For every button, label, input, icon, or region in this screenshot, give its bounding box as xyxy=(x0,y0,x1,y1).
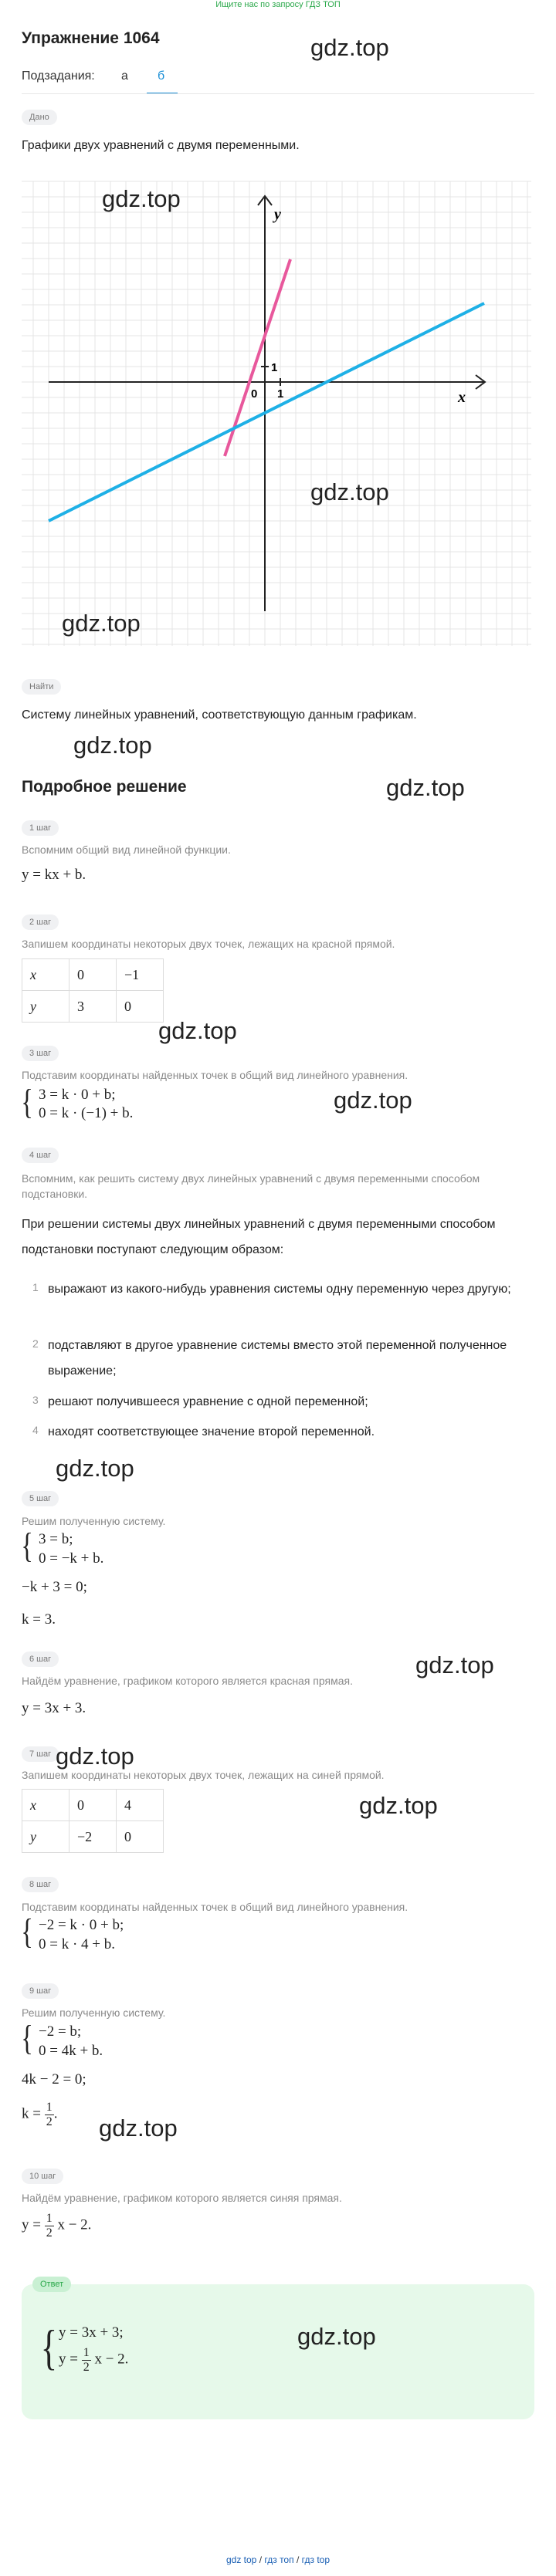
table-cell: 3 xyxy=(70,991,117,1023)
fraction-numerator: 1 xyxy=(46,2212,53,2225)
watermark: gdz.top xyxy=(102,185,181,212)
footer-links xyxy=(0,2554,556,2565)
watermark: gdz.top xyxy=(56,1455,134,1482)
answer-equation: y = 3x + 3; xyxy=(59,2324,124,2341)
grid xyxy=(22,181,531,646)
answer-equation xyxy=(59,2346,128,2374)
step-badge: 9 шаг xyxy=(22,1983,59,1999)
fraction xyxy=(82,2346,91,2374)
table-cell: y xyxy=(22,1821,70,1853)
table-row xyxy=(22,1821,164,1853)
points-table-red xyxy=(22,958,164,1023)
step-note: Запишем координаты некоторых двух точек, лежащих на красной прямой. xyxy=(22,938,395,950)
subtask-tab-b[interactable]: б xyxy=(158,69,165,83)
list-item: подставляют в другое уравнение системы вместо этой переменной полученное выражение; xyxy=(48,1339,507,1378)
step-note: Вспомним, как решить систему двух линейных уравнений с двумя переменными способом подстановки. xyxy=(22,1172,480,1200)
watermark: gdz.top xyxy=(99,2115,178,2142)
fraction-denominator: 2 xyxy=(46,2115,53,2128)
equation: 4k − 2 = 0; xyxy=(22,2071,86,2088)
footer-separator: / xyxy=(259,2554,263,2565)
table-cell: x xyxy=(22,1790,70,1821)
table-cell: −1 xyxy=(117,959,164,991)
table-row xyxy=(22,959,164,991)
step-note: Подставим координаты найденных точек в общий вид линейного уравнения. xyxy=(22,1069,409,1081)
list-number: 4 xyxy=(32,1424,39,1436)
list-item: выражают из какого-нибудь уравнения системы одну переменную через другую; xyxy=(48,1283,511,1296)
equation-part: k = xyxy=(22,2105,41,2122)
step-badge: 3 шаг xyxy=(22,1046,59,1061)
fraction-numerator: 1 xyxy=(46,2101,53,2114)
top-banner[interactable]: Ищите нас по запросу ГДЗ ТОП xyxy=(215,0,341,9)
given-text: Графики двух уравнений с двумя переменными. xyxy=(22,139,300,152)
system-brace: { xyxy=(21,1912,33,1951)
table-cell: x xyxy=(22,959,70,991)
find-text: Систему линейных уравнений, соответствующую данным графикам. xyxy=(22,708,417,722)
table-cell: 4 xyxy=(117,1790,164,1821)
watermark: gdz.top xyxy=(334,1087,412,1114)
step-note: Решим полученную систему. xyxy=(22,2006,166,2019)
watermark: gdz.top xyxy=(310,34,389,61)
system-brace: { xyxy=(21,2018,33,2057)
table-cell: 0 xyxy=(117,991,164,1023)
equation: 0 = 4k + b. xyxy=(39,2043,103,2059)
step-note: Подставим координаты найденных точек в общий вид линейного уравнения. xyxy=(22,1901,409,1913)
fraction xyxy=(45,2212,54,2240)
step-note: Запишем координаты некоторых двух точек, лежащих на синей прямой. xyxy=(22,1769,385,1781)
graph-figure xyxy=(22,179,531,650)
system-brace: { xyxy=(21,1526,33,1565)
watermark: gdz.top xyxy=(73,732,152,759)
step-note: Найдём уравнение, графиком которого является синяя прямая. xyxy=(22,2192,342,2204)
divider xyxy=(22,93,534,94)
equation: 0 = k · (−1) + b. xyxy=(39,1105,134,1121)
equation: −2 = b; xyxy=(39,2023,82,2040)
given-badge: Дано xyxy=(22,110,57,125)
list-number: 2 xyxy=(32,1337,39,1350)
footer-separator: / xyxy=(296,2554,300,2565)
y-tick-label: 1 xyxy=(271,361,278,374)
table-cell: −2 xyxy=(70,1821,117,1853)
subtask-tab-a[interactable]: а xyxy=(121,69,128,83)
fraction xyxy=(45,2101,54,2128)
formula: y = 3x + 3. xyxy=(22,1700,86,1716)
equation: 0 = −k + b. xyxy=(39,1550,104,1567)
step-note: Решим полученную систему. xyxy=(22,1515,166,1527)
fraction-denominator: 2 xyxy=(46,2226,53,2240)
fraction-denominator: 2 xyxy=(83,2360,90,2374)
y-axis-label: y xyxy=(274,206,281,223)
step-badge: 1 шаг xyxy=(22,820,59,836)
equation-part: y = xyxy=(22,2216,41,2233)
step-note: Найдём уравнение, графиком которого является красная прямая. xyxy=(22,1675,353,1687)
x-axis-label: x xyxy=(458,389,466,406)
equation: −k + 3 = 0; xyxy=(22,1579,87,1595)
step-badge: 4 шаг xyxy=(22,1148,59,1163)
list-item: находят соответствующее значение второй переменной. xyxy=(48,1425,375,1438)
equation: 3 = k · 0 + b; xyxy=(39,1087,116,1103)
table-cell: y xyxy=(22,991,70,1023)
step-badge: 5 шаг xyxy=(22,1491,59,1506)
page-title: Упражнение 1064 xyxy=(22,29,160,47)
equation-part: y = xyxy=(59,2351,78,2368)
footer-link[interactable]: гдз топ xyxy=(264,2554,294,2565)
graph-svg xyxy=(22,179,531,650)
footer-link[interactable]: гдз top xyxy=(301,2554,330,2565)
answer-badge: Ответ xyxy=(32,2277,71,2292)
equation: 0 = k · 4 + b. xyxy=(39,1936,116,1952)
watermark: gdz.top xyxy=(62,610,141,637)
solution-heading: Подробное решение xyxy=(22,778,187,796)
equation-part: . xyxy=(53,2105,58,2122)
step-note: Вспомним общий вид линейной функции. xyxy=(22,843,231,856)
watermark: gdz.top xyxy=(310,478,389,505)
equation xyxy=(22,2101,57,2128)
subtasks-label: Подзадания: xyxy=(22,69,95,83)
step-badge: 2 шаг xyxy=(22,914,59,930)
table-cell: 0 xyxy=(70,1790,117,1821)
equation-part: x − 2. xyxy=(94,2351,129,2368)
equation: 3 = b; xyxy=(39,1531,73,1547)
step-badge: 7 шаг xyxy=(22,1746,59,1762)
table-row xyxy=(22,1790,164,1821)
watermark: gdz.top xyxy=(386,774,465,801)
step-badge: 10 шаг xyxy=(22,2169,63,2184)
formula: y = kx + b. xyxy=(22,867,86,883)
fraction-numerator: 1 xyxy=(83,2346,90,2359)
table-cell: 0 xyxy=(117,1821,164,1853)
step-badge: 8 шаг xyxy=(22,1877,59,1892)
equation-part: x − 2. xyxy=(57,2216,92,2233)
list-number: 1 xyxy=(32,1281,39,1293)
formula xyxy=(22,2212,91,2240)
watermark: gdz.top xyxy=(158,1017,237,1044)
watermark: gdz.top xyxy=(359,1792,438,1819)
equation: k = 3. xyxy=(22,1611,56,1628)
watermark: gdz.top xyxy=(297,2323,376,2350)
system-brace: { xyxy=(40,2320,58,2375)
watermark: gdz.top xyxy=(56,1743,134,1770)
list-item: решают получившееся уравнение с одной переменной; xyxy=(48,1395,368,1408)
points-table-blue xyxy=(22,1789,164,1853)
origin-label: 0 xyxy=(251,387,258,401)
table-row xyxy=(22,991,164,1023)
footer-link[interactable]: gdz top xyxy=(225,2554,257,2565)
watermark: gdz.top xyxy=(415,1651,494,1678)
find-badge: Найти xyxy=(22,679,61,695)
table-cell: 0 xyxy=(70,959,117,991)
list-number: 3 xyxy=(32,1394,39,1406)
step-badge: 6 шаг xyxy=(22,1651,59,1667)
method-intro: При решении системы двух линейных уравнений с двумя переменными способом подстановки поступают следующим образом: xyxy=(22,1218,496,1256)
system-brace: { xyxy=(21,1082,33,1121)
equation: −2 = k · 0 + b; xyxy=(39,1917,124,1933)
x-tick-label: 1 xyxy=(277,387,284,401)
